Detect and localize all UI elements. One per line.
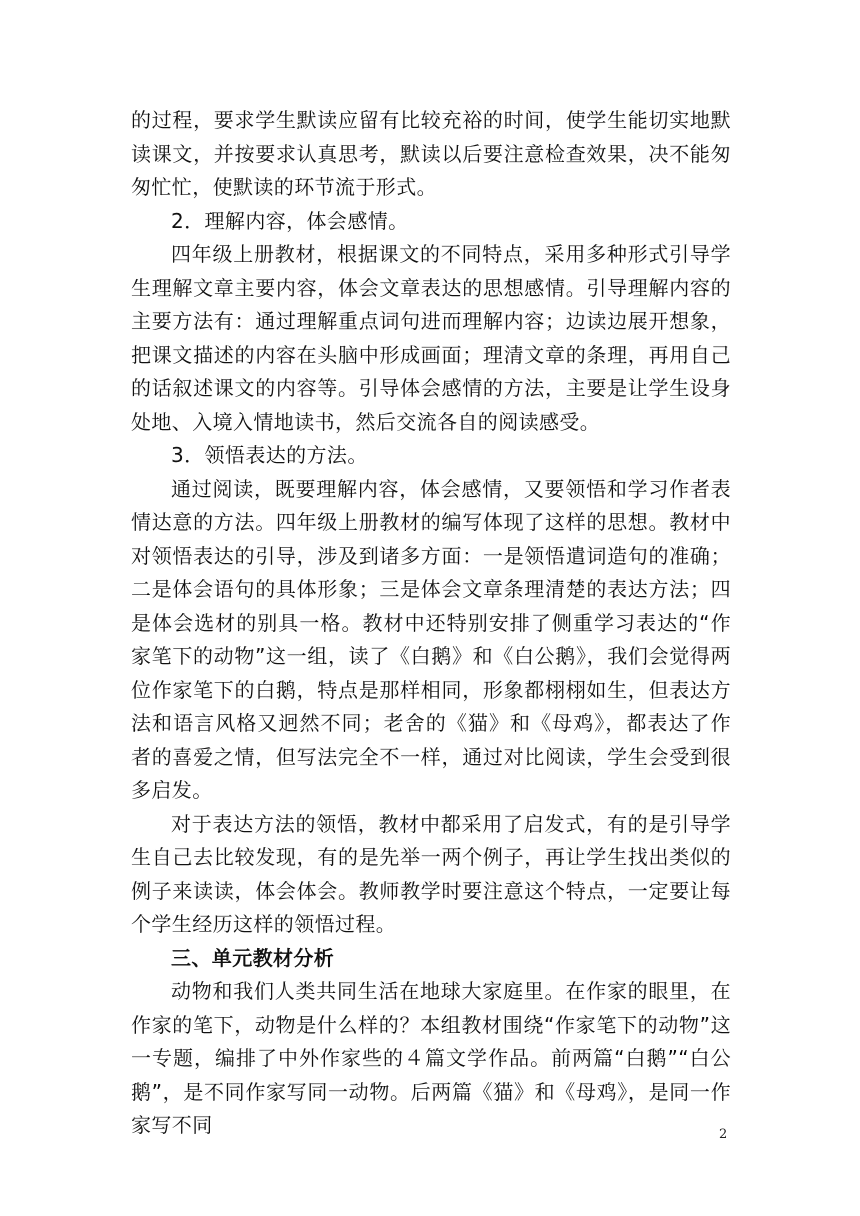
body-text xyxy=(131,104,731,1143)
paragraph-enlightenment: 对于表达方法的领悟，教材中都采用了启发式，有的是引导学生自己去比较发现，有的是先举一两个例子，再让学生找出类似的例子来读读，体会体会。教师教学时要注意这个特点，一定要让每个学生经历这样的领悟过程。 xyxy=(131,811,731,936)
subheading-expression-methods: 3．领悟表达的方法。 xyxy=(171,443,368,467)
paragraph-unit-analysis: 动物和我们人类共同生活在地球大家庭里。在作家的眼里，在作家的笔下，动物是什么样的？本组教材围绕“作家笔下的动物”这一专题，编排了中外作家些的４篇文学作品。前两篇“白鹅”“白公鹅”，是不同作家写同一动物。后两篇《猫》和《母鸡》，是同一作家写不同 xyxy=(131,979,731,1137)
page-number: 2 xyxy=(719,1127,728,1142)
paragraph-continued: 的过程，要求学生默读应留有比较充裕的时间，使学生能切实地默读课文，并按要求认真思考，默读以后要注意检查效果，决不能匆匆忙忙，使默读的环节流于形式。 xyxy=(131,108,731,199)
subheading-understand-content: 2．理解内容，体会感情。 xyxy=(171,208,409,233)
paragraph-understand-content: 四年级上册教材，根据课文的不同特点，采用多种形式引导学生理解文章主要内容，体会文章表达的思想感情。引导理解内容的主要方法有：通过理解重点词句进而理解内容；边读边展开想象，把课文描述的内容在头脑中形成画面；理清文章的条理，再用自己的话叙述课文的内容等。引导体会感情的方法，主要是让学生设身处地、入境入情地读书，然后交流各自的阅读感受。 xyxy=(131,242,731,434)
section-heading: 三、单元教材分析 xyxy=(171,945,335,970)
paragraph-expression-methods: 通过阅读，既要理解内容，体会感情，又要领悟和学习作者表情达意的方法。四年级上册教材的编写体现了这样的思想。教材中对领悟表达的引导，涉及到诸多方面：一是领悟遣词造句的准确；二是体会语句的具体形象；三是体会文章条理清楚的表达方法；四是体会选材的别具一格。教材中还特别安排了侧重学习表达的“作家笔下的动物”这一组，读了《白鹅》和《白公鹅》，我们会觉得两位作家笔下的白鹅，特点是那样相同，形象都栩栩如生，但表达方法和语言风格又迥然不同；老舍的《猫》和《母鸡》，都表达了作者的喜爱之情，但写法完全不一样，通过对比阅读，学生会受到很多启发。 xyxy=(131,476,731,802)
